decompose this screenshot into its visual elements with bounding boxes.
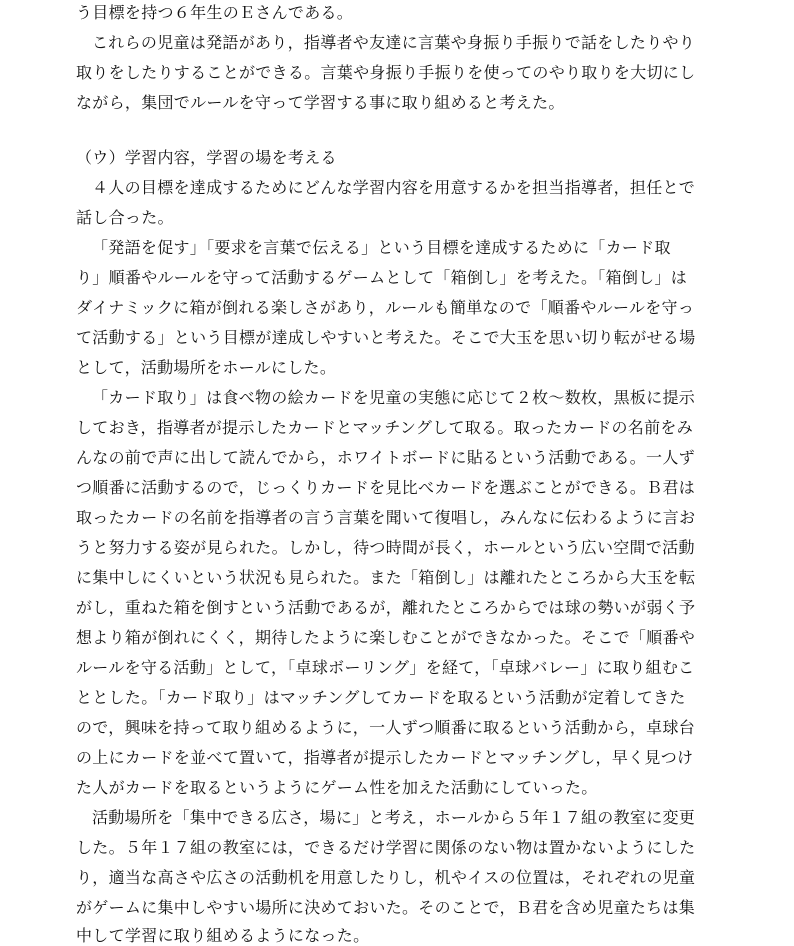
text-line: 「カード取り」は食べ物の絵カードを児童の実態に応じて２枚～数枚，黒板に提示 bbox=[92, 388, 696, 407]
text-line: 話し合った。 bbox=[76, 208, 174, 227]
section-heading: （ウ）学習内容，学習の場を考える bbox=[76, 148, 337, 167]
text-line: した。５年１７組の教室には，できるだけ学習に関係のない物は置かないようにした bbox=[76, 838, 696, 857]
text-line: しておき，指導者が提示したカードとマッチングして取る。取ったカードの名前をみ bbox=[76, 418, 694, 437]
text-line: これらの児童は発語があり，指導者や友達に言葉や身振り手振りで話をしたりやり bbox=[92, 33, 696, 52]
text-line: た人がカードを取るというようにゲーム性を加えた活動にしていった。 bbox=[76, 778, 598, 797]
text-line: 取ったカードの名前を指導者の言う言葉を聞いて復唱し，みんなに伝わるように言お bbox=[76, 508, 696, 527]
text-line: 「発語を促す」「要求を言葉で伝える」という目標を達成するために「カード取 bbox=[92, 238, 671, 257]
text-line: 中して学習に取り組めるようになった。 bbox=[76, 926, 370, 945]
text-line: つ順番に活動するので，じっくりカードを見比べカードを選ぶことができる。Ｂ君は bbox=[76, 478, 696, 497]
text-line: ４人の目標を達成するためにどんな学習内容を用意するかを担当指導者，担任とで bbox=[92, 178, 696, 197]
text-line: んなの前で声に出して読んでから，ホワイトボードに貼るという活動である。一人ず bbox=[76, 448, 695, 467]
text-line: て活動する」という目標が達成しやすいと考えた。そこで大玉を思い切り転がせる場 bbox=[76, 328, 696, 347]
text-line: 想より箱が倒れにくく，期待したように楽しむことができなかった。そこで「順番や bbox=[76, 628, 696, 647]
text-line: に集中しにくいという状況も見られた。また「箱倒し」は離れたところから大玉を転 bbox=[76, 568, 696, 587]
text-line: 活動場所を「集中できる広さ，場に」と考え，ホールから５年１７組の教室に変更 bbox=[92, 808, 696, 827]
text-line: ととした。「カード取り」はマッチングしてカードを取るという活動が定着してきた bbox=[76, 688, 686, 707]
text-line: ので，興味を持って取り組めるように，一人ずつ順番に取るという活動から，卓球台 bbox=[76, 718, 696, 737]
text-line: の上にカードを並べて置いて，指導者が提示したカードとマッチングし，早く見つけ bbox=[76, 748, 694, 767]
text-line: り」順番やルールを守って活動するゲームとして「箱倒し」を考えた。「箱倒し」は bbox=[76, 268, 688, 287]
text-line: ダイナミックに箱が倒れる楽しさがあり，ルールも簡単なので「順番やルールを守っ bbox=[76, 298, 695, 317]
text-line: ルールを守る活動」として，「卓球ボーリング」を経て，「卓球バレー」に取り組むこ bbox=[76, 658, 695, 677]
text-line: うと努力する姿が見られた。しかし，待つ時間が長く，ホールという広い空間で活動 bbox=[76, 538, 695, 557]
text-line: がし，重ねた箱を倒すという活動であるが，離れたところからでは球の勢いが弱く予 bbox=[76, 598, 696, 617]
text-line: として，活動場所をホールにした。 bbox=[76, 358, 337, 377]
text-line: がゲームに集中しやすい場所に決めておいた。そのことで，Ｂ君を含め児童たちは集 bbox=[76, 898, 696, 917]
text-line: う目標を持つ６年生のＥさんである。 bbox=[76, 3, 354, 22]
text-line: ながら，集団でルールを守って学習する事に取り組めると考えた。 bbox=[76, 93, 565, 112]
text-line: 取りをしたりすることができる。言葉や身振り手振りを使ってのやり取りを大切にし bbox=[76, 63, 696, 82]
text-line: り，適当な高さや広さの活動机を用意したりし，机やイスの位置は，それぞれの児童 bbox=[76, 868, 696, 887]
